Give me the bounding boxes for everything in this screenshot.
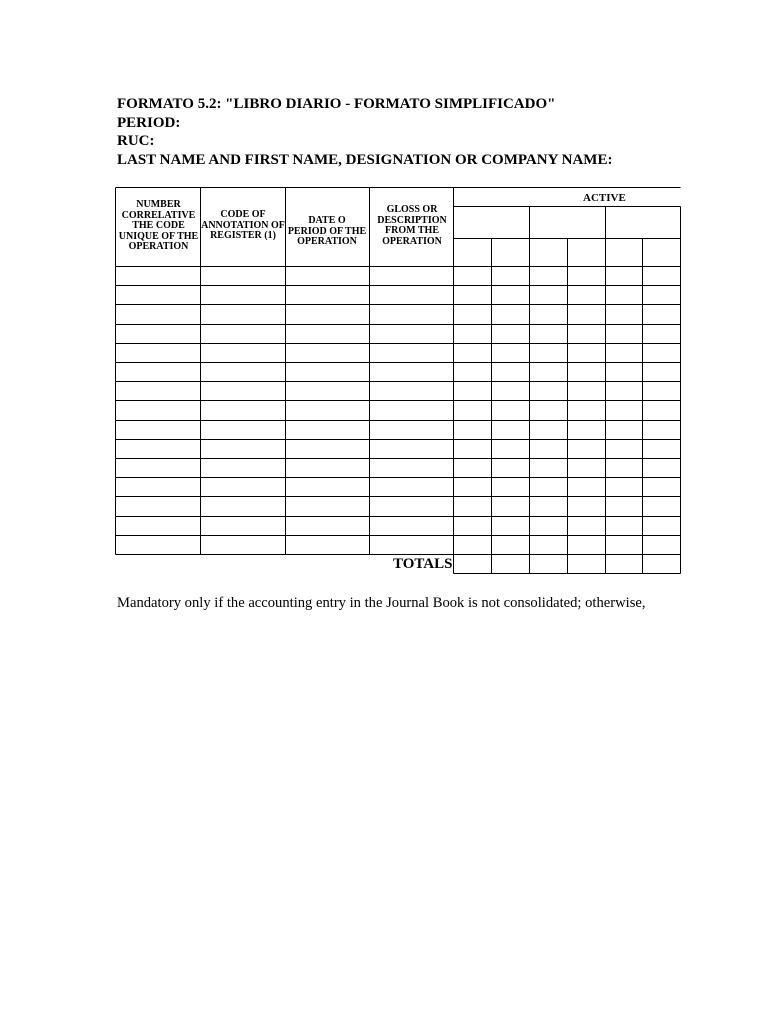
document-title: FORMATO 5.2: "LIBRO DIARIO - FORMATO SIMPLIFICADO"	[117, 96, 556, 112]
col-header-date: DATE O PERIOD OF THE OPERATION	[287, 215, 367, 248]
active-group-header: ACTIVE	[583, 192, 626, 204]
period-label: PERIOD:	[117, 114, 181, 131]
col-header-gloss: GLOSS OR DESCRIPTION FROM THE OPERATION	[377, 204, 447, 247]
company-name-label: LAST NAME AND FIRST NAME, DESIGNATION OR COMPANY NAME:	[117, 151, 613, 168]
ruc-label: RUC:	[117, 133, 155, 149]
totals-label: TOTALS	[393, 556, 453, 572]
footnote: Mandatory only if the accounting entry in the Journal Book is not consolidated; otherwise,	[117, 595, 646, 611]
col-header-number: NUMBER CORRELATIVE THE CODE UNIQUE OF THE OPERATION	[118, 199, 199, 253]
col-header-code: CODE OF ANNOTATION OF REGISTER (1)	[201, 209, 285, 242]
